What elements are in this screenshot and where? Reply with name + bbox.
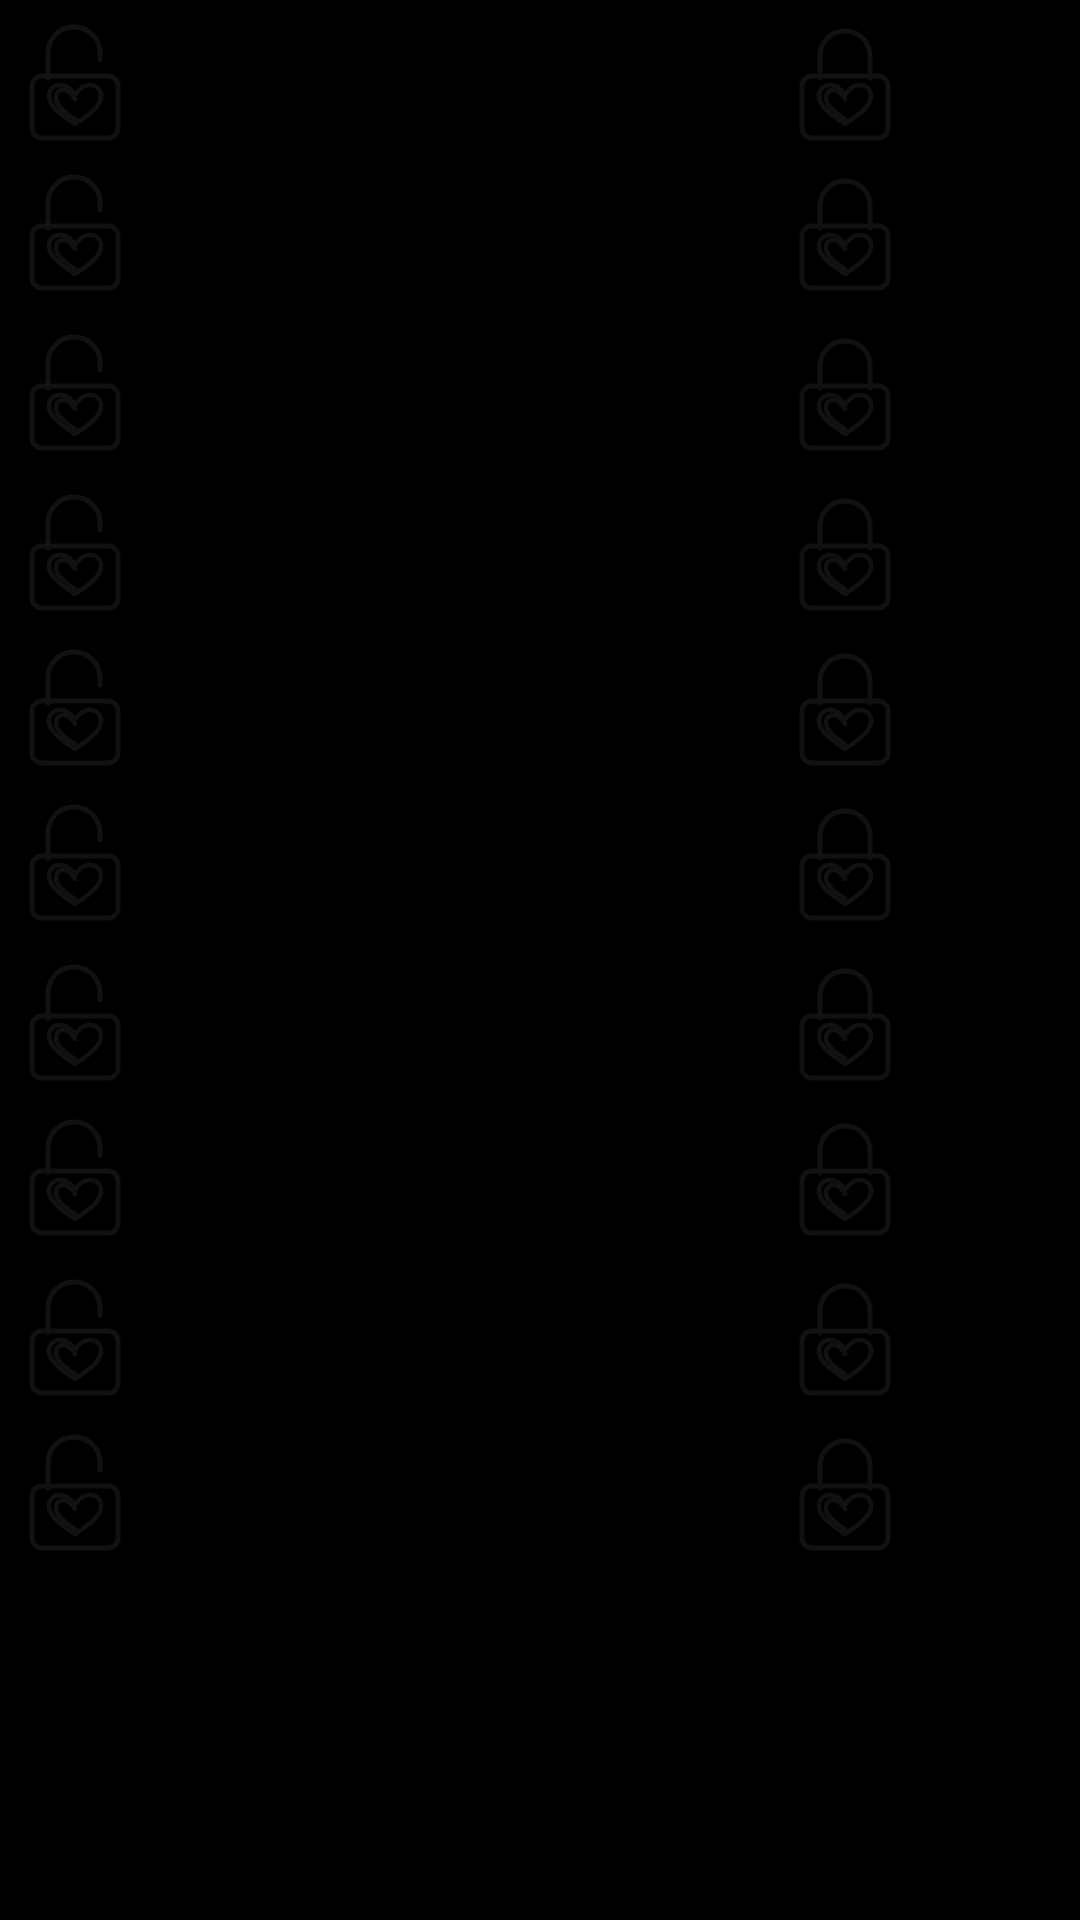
lock-heart-icon	[790, 170, 900, 300]
lock-heart-icon	[790, 645, 900, 775]
lock-heart-icon	[20, 20, 130, 150]
lock-heart-icon	[790, 1430, 900, 1560]
lock-heart-icon	[20, 330, 130, 460]
lock-heart-icon	[20, 1430, 130, 1560]
lock-heart-icon	[20, 490, 130, 620]
lock-heart-icon	[20, 1115, 130, 1245]
empty-center-area	[140, 0, 780, 1920]
lock-heart-icon	[790, 330, 900, 460]
lock-heart-icon	[20, 645, 130, 775]
lock-heart-icon	[790, 960, 900, 1090]
lock-heart-icon	[20, 800, 130, 930]
lock-heart-icon	[20, 960, 130, 1090]
lock-heart-icon	[790, 1115, 900, 1245]
lock-heart-icon	[790, 1275, 900, 1405]
lock-heart-icon	[790, 20, 900, 150]
lock-heart-icon	[20, 170, 130, 300]
lock-heart-icon	[790, 490, 900, 620]
lock-heart-icon	[20, 1275, 130, 1405]
lock-heart-icon	[790, 800, 900, 930]
